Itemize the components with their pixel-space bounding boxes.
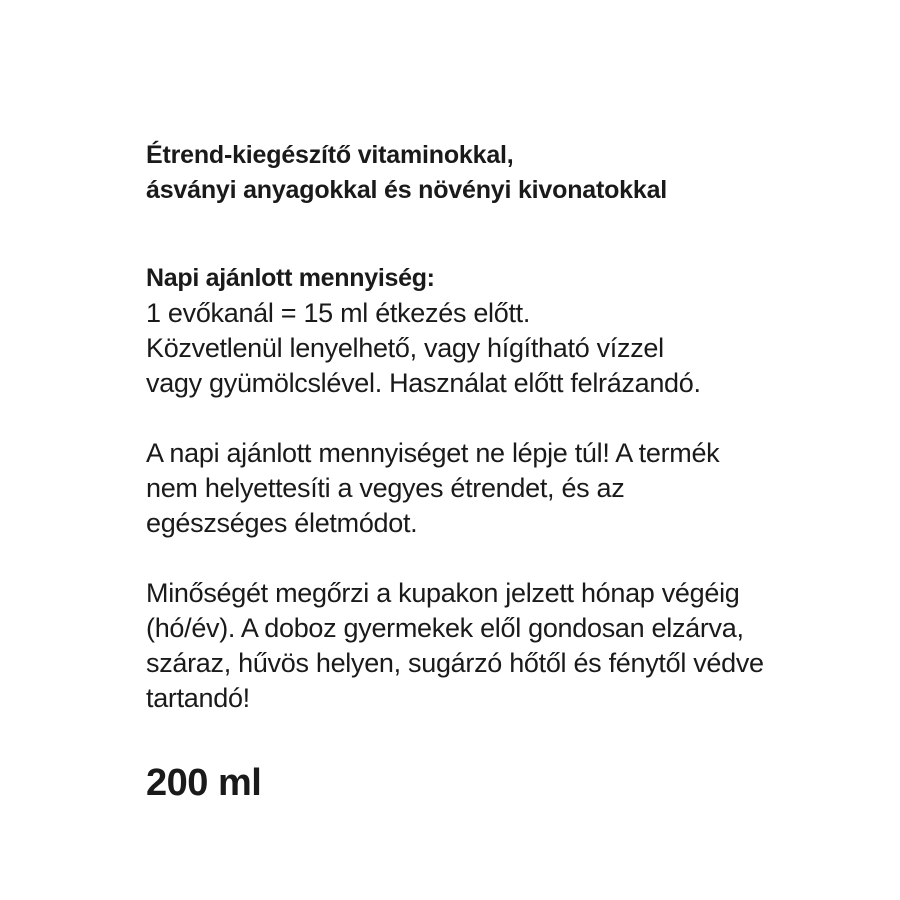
warning-section [146, 436, 846, 541]
heading-line: Étrend-kiegészítő vitaminokkal, [146, 141, 514, 169]
storage-line: (hó/év). A doboz gyermekek elől gondosan elzárva, [146, 613, 744, 643]
product-description-heading [146, 138, 846, 208]
heading-line: ásványi anyagokkal és növényi kivonatokkal [146, 176, 668, 204]
dosage-line: Közvetlenül lenyelhető, vagy hígítható vízzel [146, 333, 664, 363]
warning-line: egészséges életmódot. [146, 508, 418, 538]
product-label [146, 138, 846, 805]
warning-line: A napi ajánlott mennyiséget ne lépje túl! A termék [146, 438, 720, 468]
storage-line: tartandó! [146, 683, 250, 713]
dosage-line: 1 evőkanál = 15 ml étkezés előtt. [146, 298, 531, 328]
volume-label: 200 ml [146, 762, 262, 804]
storage-section [146, 576, 846, 716]
dosage-title: Napi ajánlott mennyiség: [146, 264, 435, 292]
storage-line: száraz, hűvös helyen, sugárzó hőtől és fénytől védve [146, 648, 764, 678]
warning-line: nem helyettesíti a vegyes étrendet, és az [146, 473, 625, 503]
storage-line: Minőségét megőrzi a kupakon jelzett hónap végéig [146, 578, 740, 608]
dosage-line: vagy gyümölcslével. Használat előtt felrázandó. [146, 368, 701, 398]
dosage-section [146, 261, 846, 401]
